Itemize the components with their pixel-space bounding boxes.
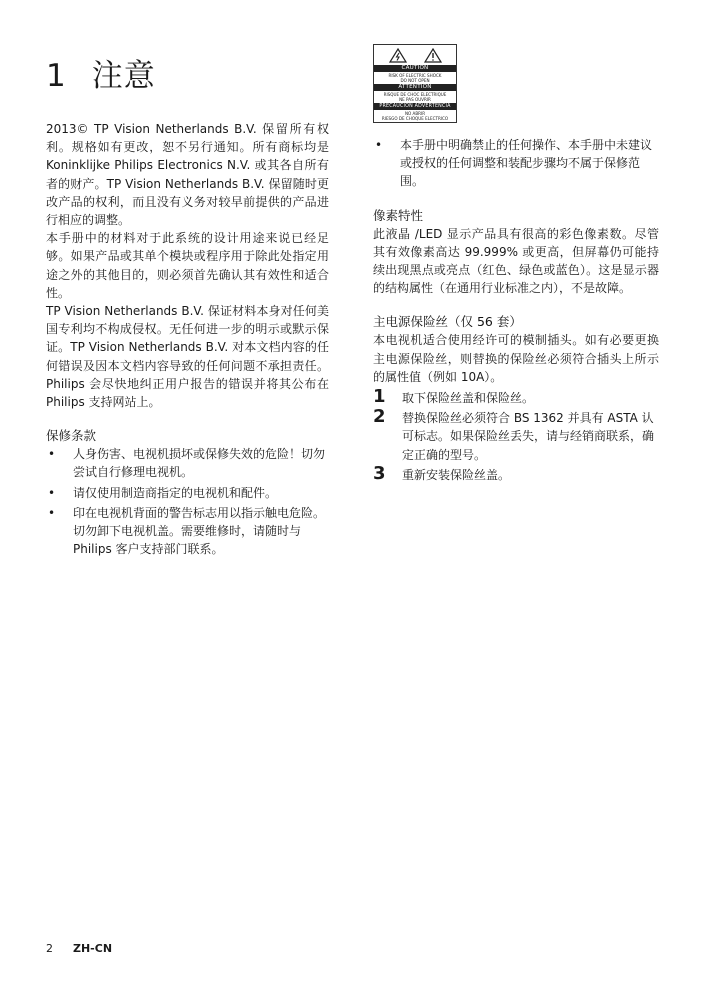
list-item [373, 386, 659, 408]
patent-paragraph: TP Vision Netherlands B.V. 保证材料本身对任何美国专利均不构成侵权。无任何进一步的明示或默示保证。TP Vision Netherlands B.V. 对本文档内容的任何错误及因本文档内容导致的任何问题不承担责任。Philips 会尽快地纠正用户报告的错误并将其公布在 Philips 支持网站上。 [46, 304, 329, 410]
step-text: 重新安装保险丝盖。 [402, 467, 511, 482]
usage-paragraph: 本手册中的材料对于此系统的设计用途来说已经足够。如果产品或其单个模块或程序用于除此处指定用途之外的其他目的，则必须首先确认其有效性和适合性。 [46, 231, 329, 300]
precaucion-text: NO ABRIR RIESGO DE CHOQUE ELECTRICO [381, 111, 449, 121]
chapter-title: 注意 [91, 58, 156, 94]
caution-bullet-list [373, 136, 659, 191]
list-item [46, 445, 329, 481]
caution-label [373, 44, 457, 123]
copyright-paragraph: 2013© TP Vision Netherlands B.V. 保留所有权利。规格如有更改，恕不另行通知。所有商标均是 Koninklijke Philips Electronics N.V. 或其各自所有者的财产。TP Vision Netherlands B.V. 保留随时更改产品的权利，而且没有义务对较早前提供的产品进行相应的调整。 [46, 122, 329, 228]
step-number: 1 [373, 386, 386, 408]
chapter-heading [46, 50, 156, 95]
lightning-warning-icon [389, 48, 407, 63]
fuse-title: 主电源保险丝（仅 56 套） [373, 314, 522, 330]
fuse-steps [373, 386, 659, 484]
bullet-icon: • [48, 505, 56, 520]
caution-text: RISK OF ELECTRIC SHOCK DO NOT OPEN [388, 73, 442, 83]
warranty-item-text: 请仅使用制造商指定的电视机和配件。 [73, 485, 278, 500]
exclamation-warning-icon [424, 48, 442, 63]
precaucion-band: PRECAUCION ADVERTENCIA [374, 103, 456, 110]
attention-text: RISQUE DE CHOC ELECTRIQUE NE PAS OUVRIR [383, 92, 447, 102]
fuse-paragraph: 本电视机适合使用经许可的模制插头。如有必要更换主电源保险丝，则替换的保险丝必须符合插头上所示的属性值（例如 10A）。 [373, 333, 659, 384]
caution-icons [374, 45, 456, 65]
warranty-item-text: 印在电视机背面的警告标志用以指示触电危险。切勿卸下电视机盖。需要维修时，请随时与 Philips 客户支持部门联系。 [73, 505, 326, 557]
bullet-icon: • [48, 447, 56, 462]
step-number: 3 [373, 462, 386, 484]
warranty-list [46, 445, 329, 558]
language-code: ZH-CN [73, 942, 113, 955]
bullet-icon: • [48, 485, 56, 500]
pixel-title: 像素特性 [373, 207, 424, 223]
step-text: 替换保险丝必须符合 BS 1362 并具有 ASTA 认可标志。如果保险丝丢失，请与经销商联系，确定正确的型号。 [402, 411, 655, 462]
caution-band: CAUTION [374, 65, 456, 72]
bullet-icon: • [375, 138, 383, 152]
list-item [373, 406, 659, 464]
pixel-paragraph: 此液晶 /LED 显示产品具有很高的彩色像素数。尽管其有效像素高达 99.999% 或更高，但屏幕仍可能持续出现黑点或亮点（红色、绿色或蓝色）。这是显示器的结构属性（在通用行业标准之内），不是故障。 [373, 226, 659, 296]
chapter-number: 1 [46, 58, 66, 94]
page-number: 2 [46, 942, 53, 955]
list-item [373, 462, 659, 484]
left-column [46, 120, 329, 558]
step-text: 取下保险丝盖和保险丝。 [402, 391, 535, 406]
attention-band: ATTENTION [374, 84, 456, 91]
step-number: 2 [373, 406, 386, 428]
warranty-title: 保修条款 [46, 428, 97, 444]
caution-bullet-text: 本手册中明确禁止的任何操作、本手册中未建议或授权的任何调整和装配步骤均不属于保修范围。 [400, 138, 653, 189]
right-column [373, 44, 659, 486]
page-footer [46, 942, 112, 955]
list-item [46, 504, 329, 559]
list-item [46, 484, 329, 502]
list-item [373, 136, 659, 191]
warranty-item-text: 人身伤害、电视机损坏或保修失效的危险！切勿尝试自行修理电视机。 [73, 447, 326, 480]
